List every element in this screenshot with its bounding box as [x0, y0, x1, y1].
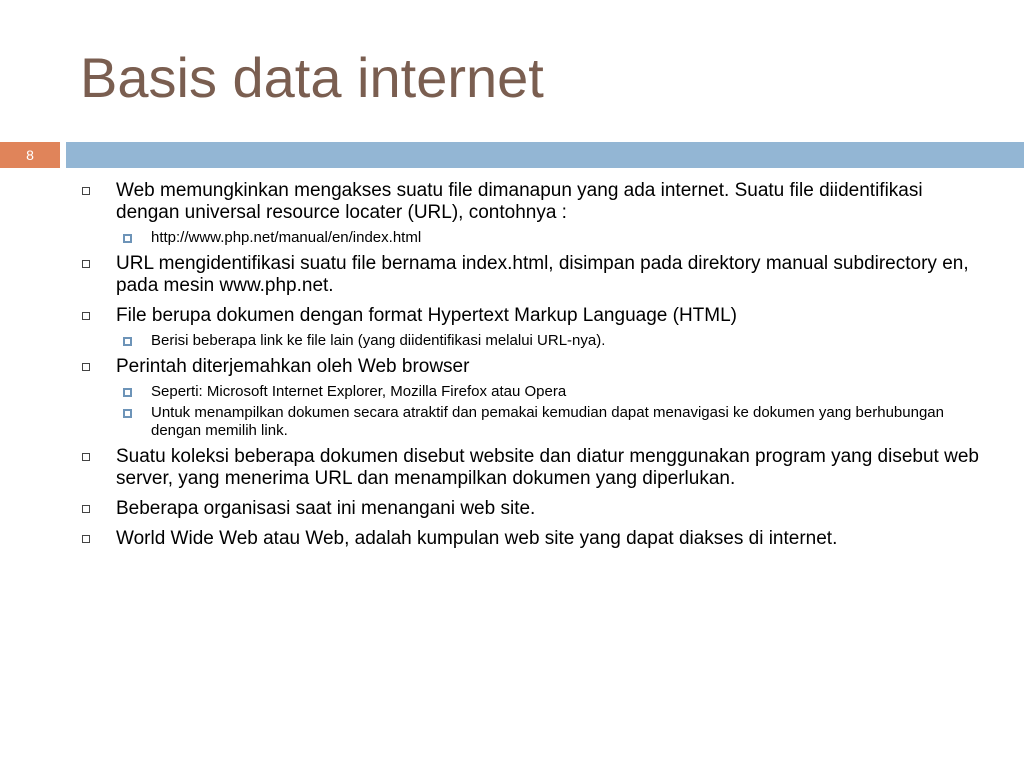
- sub-list-item: [80, 404, 980, 440]
- square-bullet-icon: [123, 234, 132, 243]
- square-bullet-icon: [82, 260, 90, 268]
- sub-list-item: [80, 332, 980, 350]
- square-bullet-icon: [123, 388, 132, 397]
- bullet-text: Perintah diterjemahkan oleh Web browser: [116, 356, 470, 377]
- title-rule-bar: [66, 142, 1024, 168]
- square-bullet-icon: [123, 337, 132, 346]
- list-item: [80, 528, 980, 550]
- square-bullet-icon: [82, 453, 90, 461]
- slide-number: 8: [26, 147, 34, 163]
- title-rule: [0, 142, 1024, 168]
- bullet-text: Suatu koleksi beberapa dokumen disebut website dan diatur menggunakan program yang disebut web server, yang menerima URL dan menampilkan dokumen yang diperlukan.: [116, 446, 979, 489]
- sub-list-item: [80, 383, 980, 401]
- sub-bullet-text: http://www.php.net/manual/en/index.html: [151, 229, 422, 246]
- list-item: [80, 180, 980, 224]
- list-item: [80, 253, 980, 297]
- bullet-text: File berupa dokumen dengan format Hypertext Markup Language (HTML): [116, 305, 737, 326]
- bullet-text: Web memungkinkan mengakses suatu file dimanapun yang ada internet. Suatu file diidentifikasi dengan universal resource locater (URL), contohnya :: [116, 180, 923, 223]
- square-bullet-icon: [82, 312, 90, 320]
- sub-bullet-text: Untuk menampilkan dokumen secara atraktif dan pemakai kemudian dapat menavigasi ke dokumen yang berhubungan dengan memilih link.: [151, 404, 944, 439]
- list-item: [80, 356, 980, 378]
- list-item: [80, 498, 980, 520]
- square-bullet-icon: [82, 363, 90, 371]
- bullet-text: World Wide Web atau Web, adalah kumpulan web site yang dapat diakses di internet.: [116, 528, 838, 549]
- sub-bullet-text: Seperti: Microsoft Internet Explorer, Mozilla Firefox atau Opera: [151, 383, 567, 400]
- square-bullet-icon: [82, 535, 90, 543]
- bullet-text: URL mengidentifikasi suatu file bernama index.html, disimpan pada direktory manual subdirectory en, pada mesin www.php.net.: [116, 253, 969, 296]
- list-item: [80, 446, 980, 490]
- list-item: [80, 305, 980, 327]
- square-bullet-icon: [82, 187, 90, 195]
- square-bullet-icon: [82, 505, 90, 513]
- sub-bullet-text: Berisi beberapa link ke file lain (yang diidentifikasi melalui URL-nya).: [151, 332, 606, 349]
- bullet-list: [80, 180, 980, 558]
- square-bullet-icon: [123, 409, 132, 418]
- slide-title: Basis data internet: [80, 46, 544, 109]
- sub-list-item: [80, 229, 980, 247]
- bullet-text: Beberapa organisasi saat ini menangani web site.: [116, 498, 536, 519]
